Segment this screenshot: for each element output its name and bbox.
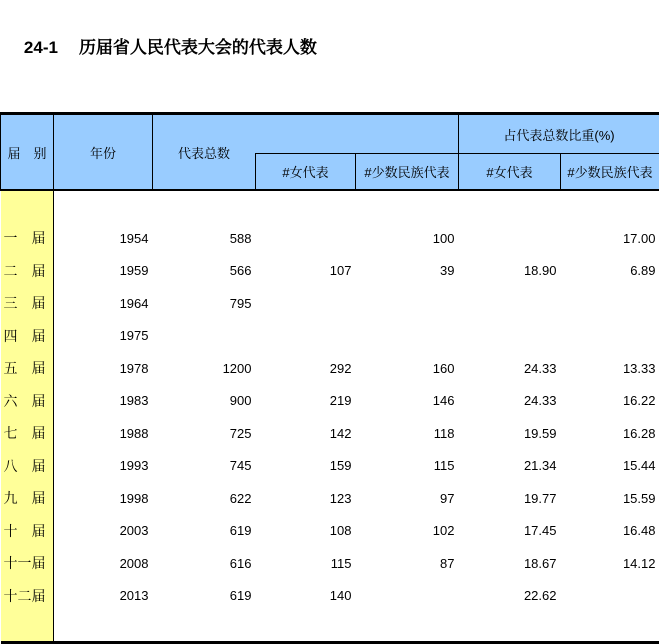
minority-pct-cell: 15.59 — [561, 482, 659, 515]
col-header-minority: #少数民族代表 — [356, 154, 459, 191]
total-cell — [153, 320, 256, 353]
table-row — [1, 450, 659, 483]
year-cell: 1959 — [54, 255, 153, 288]
table-row — [1, 287, 659, 320]
header-subgroup-spacer — [256, 114, 459, 154]
female-pct-cell: 24.33 — [459, 352, 561, 385]
minority-cell: 102 — [356, 515, 459, 548]
year-cell: 1998 — [54, 482, 153, 515]
female-cell: 123 — [256, 482, 356, 515]
female-pct-cell: 21.34 — [459, 450, 561, 483]
session-spacer-cell — [1, 190, 54, 222]
minority-pct-cell: 17.00 — [561, 222, 659, 255]
female-cell: 159 — [256, 450, 356, 483]
col-header-female-pct: #女代表 — [459, 154, 561, 191]
female-cell: 219 — [256, 385, 356, 418]
session-cell: 三 届 — [1, 287, 54, 320]
female-pct-cell — [459, 320, 561, 353]
table-row — [1, 417, 659, 450]
female-cell: 292 — [256, 352, 356, 385]
female-cell: 115 — [256, 547, 356, 580]
female-cell — [256, 320, 356, 353]
session-cell: 四 届 — [1, 320, 54, 353]
female-pct-cell: 17.45 — [459, 515, 561, 548]
deputies-table — [0, 112, 659, 644]
minority-pct-cell — [561, 320, 659, 353]
minority-cell: 97 — [356, 482, 459, 515]
spacer-row-top — [1, 190, 659, 222]
table-header — [1, 114, 659, 191]
session-cell: 一 届 — [1, 222, 54, 255]
total-cell: 619 — [153, 515, 256, 548]
female-pct-cell — [459, 222, 561, 255]
col-header-female: #女代表 — [256, 154, 356, 191]
session-cell: 八 届 — [1, 450, 54, 483]
table-row — [1, 352, 659, 385]
minority-cell: 100 — [356, 222, 459, 255]
session-cell: 五 届 — [1, 352, 54, 385]
female-pct-cell: 18.67 — [459, 547, 561, 580]
female-cell: 142 — [256, 417, 356, 450]
table-row — [1, 255, 659, 288]
total-cell: 616 — [153, 547, 256, 580]
total-cell: 745 — [153, 450, 256, 483]
minority-cell: 118 — [356, 417, 459, 450]
page-title-text: 历届省人民代表大会的代表人数 — [79, 38, 317, 57]
col-header-minority-pct: #少数民族代表 — [561, 154, 659, 191]
table-row — [1, 580, 659, 613]
session-cell: 十一届 — [1, 547, 54, 580]
session-cell: 六 届 — [1, 385, 54, 418]
minority-pct-cell: 14.12 — [561, 547, 659, 580]
year-cell: 1975 — [54, 320, 153, 353]
table-body — [1, 190, 659, 643]
minority-pct-cell: 16.28 — [561, 417, 659, 450]
year-cell: 1993 — [54, 450, 153, 483]
minority-pct-cell: 16.48 — [561, 515, 659, 548]
minority-cell — [356, 580, 459, 613]
session-spacer-cell — [1, 612, 54, 643]
total-cell: 622 — [153, 482, 256, 515]
col-group-share: 占代表总数比重(%) — [459, 114, 659, 154]
minority-pct-cell: 15.44 — [561, 450, 659, 483]
page-title — [5, 10, 659, 85]
female-cell — [256, 222, 356, 255]
col-header-total: 代表总数 — [153, 114, 256, 191]
female-cell: 108 — [256, 515, 356, 548]
page — [0, 10, 659, 635]
minority-cell — [356, 320, 459, 353]
session-cell: 十 届 — [1, 515, 54, 548]
spacer-cell — [54, 612, 659, 643]
total-cell: 1200 — [153, 352, 256, 385]
year-cell: 1988 — [54, 417, 153, 450]
minority-cell: 160 — [356, 352, 459, 385]
year-cell: 2013 — [54, 580, 153, 613]
minority-pct-cell: 16.22 — [561, 385, 659, 418]
table-row — [1, 482, 659, 515]
header-row-top — [1, 114, 659, 154]
female-pct-cell: 22.62 — [459, 580, 561, 613]
minority-pct-cell: 6.89 — [561, 255, 659, 288]
female-pct-cell: 19.59 — [459, 417, 561, 450]
session-cell: 二 届 — [1, 255, 54, 288]
total-cell: 588 — [153, 222, 256, 255]
table-row — [1, 515, 659, 548]
female-pct-cell: 18.90 — [459, 255, 561, 288]
session-cell: 十二届 — [1, 580, 54, 613]
minority-pct-cell — [561, 580, 659, 613]
minority-pct-cell: 13.33 — [561, 352, 659, 385]
female-cell: 140 — [256, 580, 356, 613]
minority-cell: 39 — [356, 255, 459, 288]
female-pct-cell — [459, 287, 561, 320]
session-cell: 七 届 — [1, 417, 54, 450]
table-row — [1, 385, 659, 418]
total-cell: 725 — [153, 417, 256, 450]
year-cell: 2003 — [54, 515, 153, 548]
year-cell: 1964 — [54, 287, 153, 320]
year-cell: 2008 — [54, 547, 153, 580]
table-row — [1, 222, 659, 255]
minority-cell: 115 — [356, 450, 459, 483]
female-cell — [256, 287, 356, 320]
minority-cell — [356, 287, 459, 320]
minority-cell: 87 — [356, 547, 459, 580]
spacer-row-bottom — [1, 612, 659, 643]
table-number: 24-1 — [24, 38, 58, 57]
total-cell: 619 — [153, 580, 256, 613]
col-header-year: 年份 — [54, 114, 153, 191]
minority-pct-cell — [561, 287, 659, 320]
female-pct-cell: 19.77 — [459, 482, 561, 515]
female-cell: 107 — [256, 255, 356, 288]
total-cell: 795 — [153, 287, 256, 320]
year-cell: 1954 — [54, 222, 153, 255]
table-row — [1, 320, 659, 353]
minority-cell: 146 — [356, 385, 459, 418]
total-cell: 900 — [153, 385, 256, 418]
spacer-cell — [54, 190, 659, 222]
year-cell: 1978 — [54, 352, 153, 385]
total-cell: 566 — [153, 255, 256, 288]
session-cell: 九 届 — [1, 482, 54, 515]
table-row — [1, 547, 659, 580]
year-cell: 1983 — [54, 385, 153, 418]
col-header-session: 届 别 — [1, 114, 54, 191]
female-pct-cell: 24.33 — [459, 385, 561, 418]
